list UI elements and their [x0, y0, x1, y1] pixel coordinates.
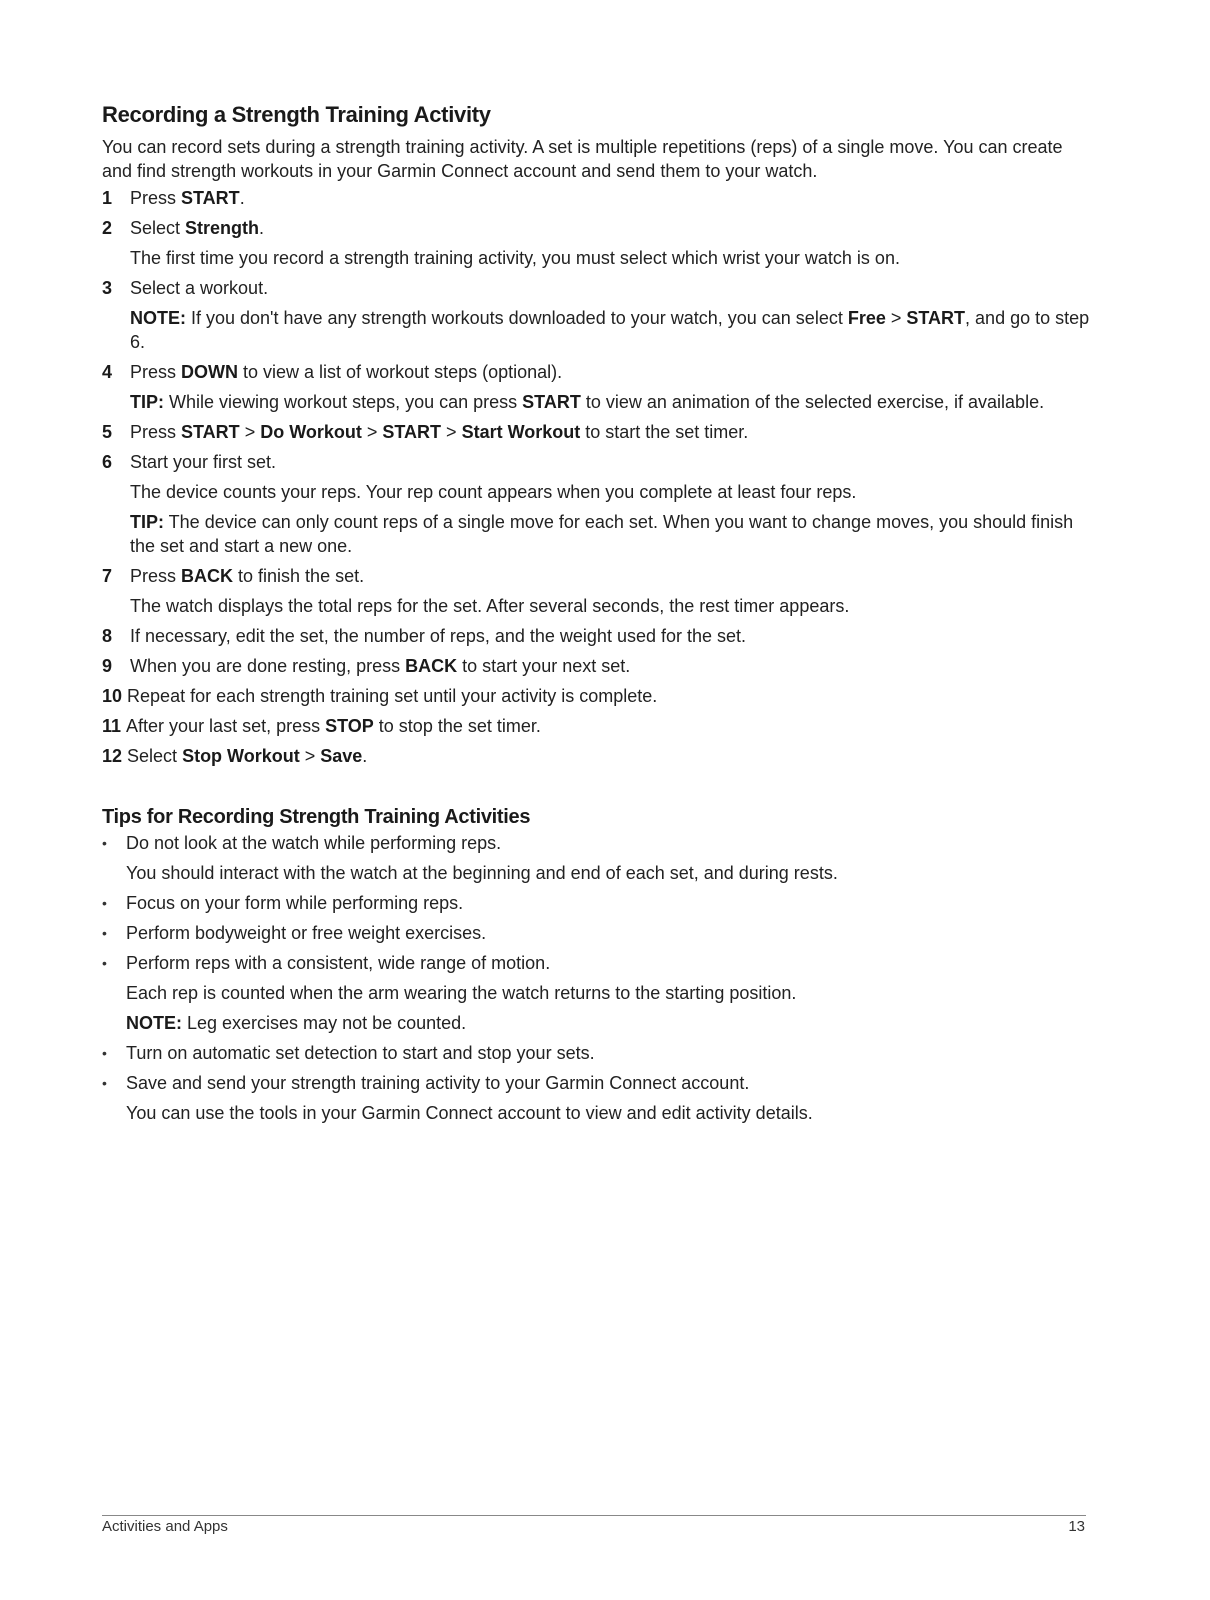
button-name: BACK: [405, 656, 458, 676]
step-text: Press: [130, 566, 182, 586]
step-text: Select a workout.: [130, 278, 269, 298]
step-number: 9: [102, 656, 113, 676]
step-number: 5: [102, 422, 113, 442]
step-text: Select: [130, 218, 186, 238]
tip-text: to view an animation of the selected exercise, if available.: [580, 392, 1045, 412]
step-7-detail: The watch displays the total reps for the set. After several seconds, the rest timer appears.: [130, 596, 850, 616]
step-2: [102, 216, 1097, 240]
step-text: Press: [130, 188, 182, 208]
bullet-icon: •: [102, 835, 107, 851]
tip-item-text: Focus on your form while performing reps.: [126, 893, 464, 913]
tip-item-detail: You can use the tools in your Garmin Connect account to view and edit activity details.: [126, 1103, 813, 1123]
step-number: 7: [102, 566, 113, 586]
step-5: [102, 420, 1097, 444]
button-name: BACK: [181, 566, 234, 586]
step-text: to finish the set.: [233, 566, 365, 586]
step-text: .: [362, 746, 368, 766]
step-11: [102, 714, 1097, 738]
step-4-tip: [102, 390, 1097, 414]
tip-item-text: Save and send your strength training activity to your Garmin Connect account.: [126, 1073, 750, 1093]
menu-name: Stop Workout: [182, 746, 300, 766]
footer-divider: [102, 1515, 1086, 1516]
step-8: [102, 624, 1097, 648]
bullet-icon: •: [102, 925, 107, 941]
tip-item: [102, 831, 1097, 855]
step-text: to start your next set.: [457, 656, 631, 676]
step-text: to stop the set timer.: [373, 716, 541, 736]
step-4: [102, 360, 1097, 384]
button-name: START: [382, 422, 442, 442]
step-6: [102, 450, 1097, 474]
step-6-tip: [102, 510, 1097, 558]
footer-section-title: Activities and Apps: [102, 1518, 228, 1535]
tip-item-detail: You should interact with the watch at the beginning and end of each set, and during rests.: [126, 863, 838, 883]
step-7: [102, 564, 1097, 588]
step-text: .: [259, 218, 265, 238]
step-text: >: [361, 422, 383, 442]
tips-list: [102, 831, 1097, 1131]
step-6-detail: The device counts your reps. Your rep count appears when you complete at least four reps.: [130, 482, 857, 502]
page-title: Recording a Strength Training Activity: [102, 102, 491, 127]
step-1: [102, 186, 1097, 210]
note-text: If you don't have any strength workouts downloaded to your watch, you can select: [186, 308, 848, 328]
step-text: >: [441, 422, 462, 442]
tip-text: While viewing workout steps, you can press: [164, 392, 523, 412]
step-number: 3: [102, 278, 113, 298]
bullet-icon: •: [102, 895, 107, 911]
bullet-icon: •: [102, 1045, 107, 1061]
step-number: 2: [102, 218, 113, 238]
step-2-detail: The first time you record a strength training activity, you must select which wrist your watch is on.: [130, 248, 900, 268]
step-number: 1: [102, 188, 113, 208]
step-number: 11: [102, 716, 122, 736]
step-number: 6: [102, 452, 113, 472]
menu-name: Save: [320, 746, 363, 766]
step-number: 10: [102, 686, 123, 706]
tip-item: [102, 921, 1097, 945]
button-name: START: [522, 392, 581, 412]
step-text: >: [299, 746, 321, 766]
button-name: START: [906, 308, 966, 328]
note-label: NOTE:: [130, 308, 186, 328]
menu-name: Start Workout: [461, 422, 581, 442]
step-text: >: [239, 422, 261, 442]
tip-item: [102, 891, 1097, 915]
step-number: 8: [102, 626, 113, 646]
step-12: [102, 744, 1097, 768]
step-text: Select: [127, 746, 183, 766]
tip-item-text: Do not look at the watch while performing reps.: [126, 833, 502, 853]
button-name: START: [181, 422, 240, 442]
step-10: [102, 684, 1097, 708]
step-text: to view a list of workout steps (optional).: [238, 362, 563, 382]
bullet-icon: •: [102, 955, 107, 971]
tip-item-text: Turn on automatic set detection to start and stop your sets.: [126, 1043, 595, 1063]
tips-heading: Tips for Recording Strength Training Activities: [102, 806, 531, 828]
step-text: .: [239, 188, 245, 208]
page-number: 13: [1068, 1518, 1085, 1535]
tip-text: The device can only count reps of a single move for each set. When you want to change moves, you should finish the set and start a new one.: [130, 512, 1074, 556]
button-name: DOWN: [181, 362, 239, 382]
button-name: START: [181, 188, 240, 208]
steps-list: [102, 186, 1097, 774]
step-number: 4: [102, 362, 113, 382]
tip-item: [102, 1041, 1097, 1065]
note-text: >: [885, 308, 907, 328]
note-text: Leg exercises may not be counted.: [182, 1013, 467, 1033]
step-text: Repeat for each strength training set until your activity is complete.: [127, 686, 658, 706]
button-name: STOP: [325, 716, 374, 736]
menu-name: Free: [847, 308, 886, 328]
step-text: If necessary, edit the set, the number of reps, and the weight used for the set.: [130, 626, 747, 646]
tip-item-detail: Each rep is counted when the arm wearing the watch returns to the starting position.: [126, 983, 797, 1003]
step-text: Press: [130, 362, 182, 382]
step-text: Press: [130, 422, 182, 442]
tip-item-text: Perform reps with a consistent, wide range of motion.: [126, 953, 551, 973]
tip-label: TIP:: [130, 392, 164, 412]
bullet-icon: •: [102, 1075, 107, 1091]
tip-item-text: Perform bodyweight or free weight exercises.: [126, 923, 487, 943]
step-text: Start your first set.: [130, 452, 277, 472]
step-text: to start the set timer.: [580, 422, 749, 442]
tip-item-note: [102, 1011, 1097, 1035]
step-3-note: [102, 306, 1097, 354]
tip-item: [102, 951, 1097, 975]
note-label: NOTE:: [126, 1013, 182, 1033]
menu-name: Strength: [185, 218, 260, 238]
tip-item: [102, 1071, 1097, 1095]
note-text: , and go to step 6.: [130, 308, 1090, 352]
step-number: 12: [102, 746, 123, 766]
step-3: [102, 276, 1097, 300]
step-text: After your last set, press: [126, 716, 326, 736]
tip-label: TIP:: [130, 512, 164, 532]
menu-name: Do Workout: [260, 422, 362, 442]
step-9: [102, 654, 1097, 678]
step-text: When you are done resting, press: [130, 656, 406, 676]
intro-paragraph: You can record sets during a strength training activity. A set is multiple repetitions (reps) of a single move. You can create and find strength workouts in your Garmin Connect account and send them to your watch.: [102, 137, 1063, 181]
